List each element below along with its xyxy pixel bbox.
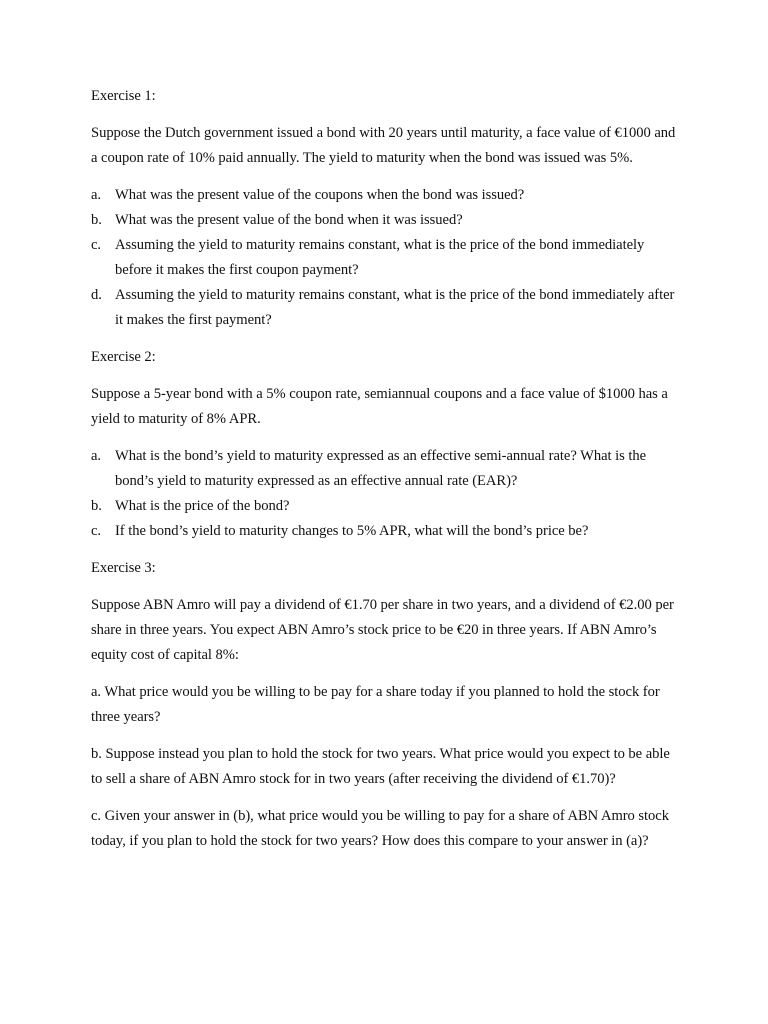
question-text: What is the bond’s yield to maturity expressed as an effective semi-annual rate? What is the bond’s yield to maturity expressed as an effective annual rate (EAR)? bbox=[115, 448, 647, 489]
exercise-1-heading: Exercise 1: bbox=[91, 88, 156, 104]
exercise-3-part-b: b. Suppose instead you plan to hold the stock for two years. What price would you expect to be able to sell a share of ABN Amro stock for in two years (after receiving the dividend of €1.70)? bbox=[91, 746, 670, 787]
exercise-1-question-b bbox=[91, 208, 683, 233]
exercise-2-question-a bbox=[91, 444, 683, 494]
question-letter: c. bbox=[91, 523, 102, 539]
exercise-1-question-a bbox=[91, 183, 683, 208]
exercise-1-intro: Suppose the Dutch government issued a bond with 20 years until maturity, a face value of €1000 and a coupon rate of 10% paid annually. The yield to maturity when the bond was issued was 5%. bbox=[91, 125, 676, 166]
question-text: Assuming the yield to maturity remains constant, what is the price of the bond immediately before it makes the first coupon payment? bbox=[115, 237, 645, 278]
question-letter: a. bbox=[91, 448, 102, 464]
exercise-1-questions bbox=[91, 183, 683, 333]
document-content bbox=[91, 84, 683, 866]
exercise-3-part-c: c. Given your answer in (b), what price would you be willing to pay for a share of ABN Amro stock today, if you plan to hold the stock for two years? How does this compare to your answer in (a)? bbox=[91, 808, 669, 849]
exercise-2-intro: Suppose a 5-year bond with a 5% coupon rate, semiannual coupons and a face value of $1000 has a yield to maturity of 8% APR. bbox=[91, 386, 668, 427]
exercise-3-intro: Suppose ABN Amro will pay a dividend of €1.70 per share in two years, and a dividend of €2.00 per share in three years. You expect ABN Amro’s stock price to be €20 in three years. If ABN Amro’s equity cost of capital 8%: bbox=[91, 597, 674, 663]
exercise-3-heading: Exercise 3: bbox=[91, 560, 156, 576]
exercise-1-question-c bbox=[91, 233, 683, 283]
exercise-2 bbox=[91, 345, 683, 544]
question-text: Assuming the yield to maturity remains constant, what is the price of the bond immediately after it makes the first payment? bbox=[115, 287, 675, 328]
exercise-2-question-c bbox=[91, 519, 683, 544]
exercise-1 bbox=[91, 84, 683, 333]
question-letter: b. bbox=[91, 498, 102, 514]
question-letter: b. bbox=[91, 212, 102, 228]
question-text: What was the present value of the bond when it was issued? bbox=[115, 212, 463, 228]
exercise-2-heading: Exercise 2: bbox=[91, 349, 156, 365]
question-text: What was the present value of the coupons when the bond was issued? bbox=[115, 187, 525, 203]
question-letter: c. bbox=[91, 237, 102, 253]
exercise-2-questions bbox=[91, 444, 683, 544]
question-letter: a. bbox=[91, 187, 102, 203]
exercise-1-question-d bbox=[91, 283, 683, 333]
question-text: What is the price of the bond? bbox=[115, 498, 290, 514]
question-letter: d. bbox=[91, 287, 102, 303]
exercise-3 bbox=[91, 556, 683, 854]
question-text: If the bond’s yield to maturity changes to 5% APR, what will the bond’s price be? bbox=[115, 523, 589, 539]
exercise-2-question-b bbox=[91, 494, 683, 519]
exercise-3-part-a: a. What price would you be willing to be pay for a share today if you planned to hold the stock for three years? bbox=[91, 684, 660, 725]
